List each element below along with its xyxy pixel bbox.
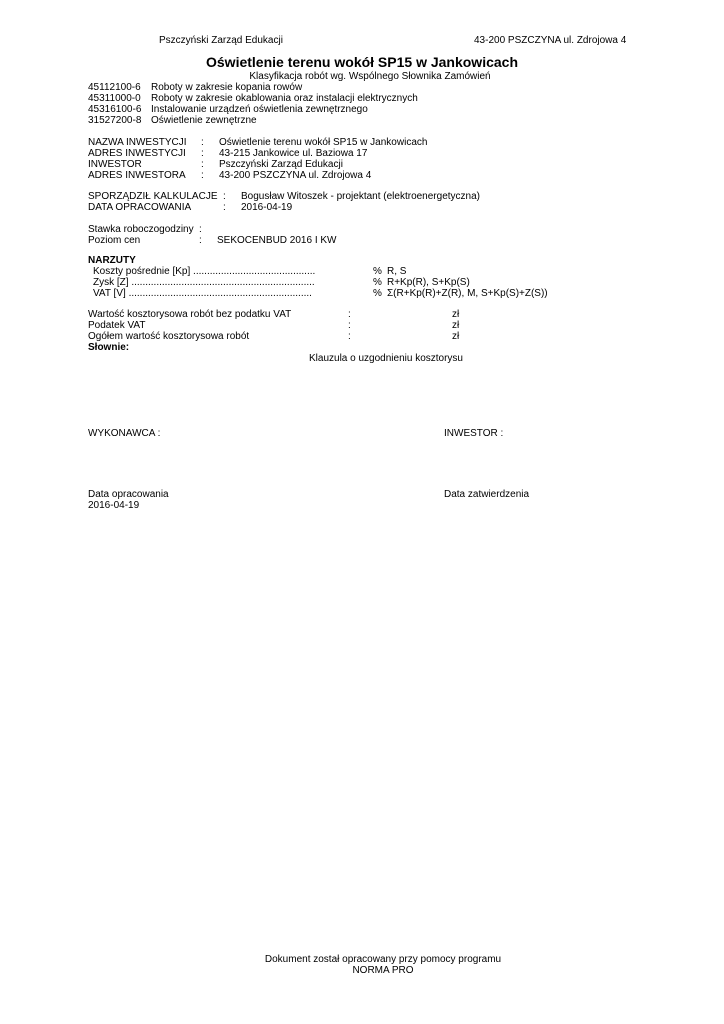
total-unit: zł: [452, 320, 460, 331]
narzut-formula: R+Kp(R), S+Kp(S): [387, 277, 470, 288]
info-label: INWESTOR: [88, 159, 142, 170]
info-value: Oświetlenie terenu wokół SP15 w Jankowicach: [219, 137, 428, 148]
cpv-code: 45311000-0: [88, 93, 141, 104]
info-value: 43-215 Jankowice ul. Baziowa 17: [219, 148, 368, 159]
info-value: 43-200 PSZCZYNA ul. Zdrojowa 4: [219, 170, 372, 181]
footer-line1: Dokument został opracowany przy pomocy programu: [264, 954, 502, 965]
total-sep: :: [348, 331, 351, 342]
cpv-desc: Instalowanie urządzeń oświetlenia zewnętrznego: [151, 104, 368, 115]
narzut-pct: %: [373, 266, 382, 277]
narzut-label: Zysk [Z] ..................................................................: [93, 277, 315, 288]
cpv-desc: Roboty w zakresie okablowania oraz instalacji elektrycznych: [151, 93, 418, 104]
cpv-code: 31527200-8: [88, 115, 142, 126]
rate-value: SEKOCENBUD 2016 I KW: [217, 235, 337, 246]
info-sep: :: [201, 170, 204, 181]
info-sep: :: [201, 137, 204, 148]
total-unit: zł: [452, 309, 460, 320]
cpv-code: 45112100-6: [88, 82, 141, 93]
narzut-pct: %: [373, 277, 382, 288]
info-sep: :: [201, 148, 204, 159]
wykonawca-label: WYKONAWCA :: [88, 428, 161, 439]
narzut-pct: %: [373, 288, 382, 299]
total-label: Ogółem wartość kosztorysowa robót: [88, 331, 250, 342]
prepared-value: Bogusław Witoszek - projektant (elektroenergetyczna): [241, 191, 480, 202]
prepared-label: DATA OPRACOWANIA: [88, 202, 192, 213]
narzut-label: Koszty pośrednie [Kp] ............................................: [93, 266, 316, 277]
inwestor-label: INWESTOR :: [444, 428, 504, 439]
narzut-label: VAT [V] ..................................................................: [93, 288, 312, 299]
total-unit: zł: [452, 331, 460, 342]
rate-sep: :: [199, 235, 202, 246]
data-zatwierdzenia-label: Data zatwierdzenia: [444, 489, 530, 500]
info-value: Pszczyński Zarząd Edukacji: [219, 159, 343, 170]
total-label: Podatek VAT: [88, 320, 146, 331]
slownie-label: Słownie:: [88, 342, 130, 353]
cpv-desc: Roboty w zakresie kopania rowów: [151, 82, 303, 93]
data-opracowania-value: 2016-04-19: [88, 500, 140, 511]
prepared-sep: :: [223, 191, 226, 202]
total-sep: :: [348, 320, 351, 331]
rate-sep: :: [199, 224, 202, 235]
prepared-label: SPORZĄDZIŁ KALKULACJE: [88, 191, 218, 202]
data-opracowania-label: Data opracowania: [88, 489, 169, 500]
info-label: ADRES INWESTORA: [88, 170, 186, 181]
footer-line2: NORMA PRO: [352, 965, 414, 976]
narzut-formula: R, S: [387, 266, 407, 277]
rate-label: Stawka roboczogodziny: [88, 224, 194, 235]
rate-label: Poziom cen: [88, 235, 141, 246]
cpv-desc: Oświetlenie zewnętrzne: [151, 115, 257, 126]
header-left: Pszczyński Zarząd Edukacji: [159, 35, 283, 46]
narzut-formula: Σ(R+Kp(R)+Z(R), M, S+Kp(S)+Z(S)): [387, 288, 548, 299]
cpv-code: 45316100-6: [88, 104, 142, 115]
narzuty-heading: NARZUTY: [88, 255, 136, 266]
page-subtitle: Klasyfikacja robót wg. Wspólnego Słownika Zamówień: [249, 71, 491, 82]
page-title: Oświetlenie terenu wokół SP15 w Jankowicach: [206, 54, 518, 70]
total-label: Wartość kosztorysowa robót bez podatku VAT: [88, 309, 292, 320]
prepared-value: 2016-04-19: [241, 202, 293, 213]
info-label: NAZWA INWESTYCJI: [88, 137, 187, 148]
header-right: 43-200 PSZCZYNA ul. Zdrojowa 4: [474, 35, 627, 46]
info-sep: :: [201, 159, 204, 170]
info-label: ADRES INWESTYCJI: [88, 148, 186, 159]
total-sep: :: [348, 309, 351, 320]
prepared-sep: :: [223, 202, 226, 213]
klauzula-text: Klauzula o uzgodnieniu kosztorysu: [309, 353, 463, 364]
